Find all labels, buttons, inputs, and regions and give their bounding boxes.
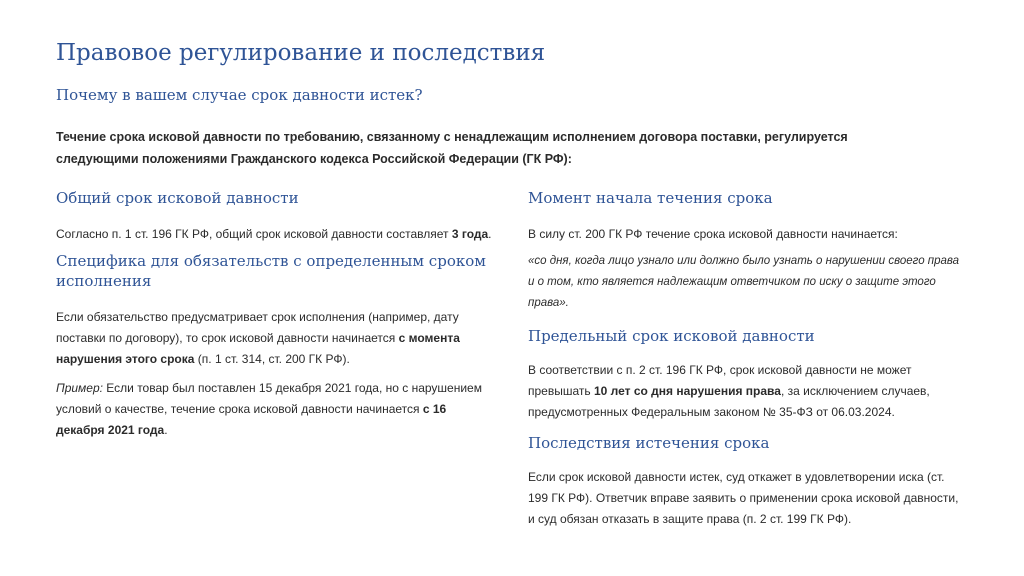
start-moment-text: В силу ст. 200 ГК РФ течение срока исковой давности начинается: <box>528 227 898 241</box>
intro-paragraph: Течение срока исковой давности по требованию, связанному с ненадлежащим исполнением договора поставки, регулируется следующими положениями Гражданского кодекса Российской Федерации (ГК РФ): <box>56 130 848 166</box>
example-date: с 16 декабря 2021 года <box>56 402 447 437</box>
max-term-text: В соответствии с п. 2 ст. 196 ГК РФ, срок исковой давности не может превышать 10 лет со дня нарушения права, за исключением случаев, предусмотренных Федеральным законом № 35-ФЗ от 06.03.2024. <box>528 363 930 419</box>
from-breach-moment: с момента нарушения этого срока <box>56 331 460 366</box>
right-column <box>528 188 964 530</box>
left-column <box>56 188 496 441</box>
section-heading-specific-obligations: Специфика для обязательств с определенным сроком исполнения <box>56 252 486 290</box>
start-moment-quote: «со дня, когда лицо узнало или должно было узнать о нарушении своего права и о том, кто является надлежащим ответчиком по иску о защите этого права». <box>528 255 960 309</box>
example-text: Пример: Если товар был поставлен 15 декабря 2021 года, но с нарушением условий о качестве, течение срока исковой давности начинается с 16 декабря 2021 года. <box>56 381 482 437</box>
specific-obligations-text: Если обязательство предусматривает срок исполнения (например, дату поставки по договору), то срок исковой давности начинается с момента нарушения этого срока (п. 1 ст. 314, ст. 200 ГК РФ). <box>56 310 460 366</box>
general-term-text: Согласно п. 1 ст. 196 ГК РФ, общий срок исковой давности составляет 3 года. <box>56 227 492 241</box>
section-heading-general-term: Общий срок исковой давности <box>56 189 299 207</box>
page-title: Правовое регулирование и последствия <box>56 40 546 66</box>
term-3-years: 3 года <box>451 227 489 241</box>
consequences-text: Если срок исковой давности истек, суд откажет в удовлетворении иска (ст. 199 ГК РФ). Ответчик вправе заявить о применении срока исковой давности, и суд обязан отказать в защите права (п. 2 ст. 199 ГК РФ). <box>528 470 959 526</box>
ten-years: 10 лет со дня нарушения права <box>593 384 781 398</box>
section-heading-max-term: Предельный срок исковой давности <box>528 327 815 345</box>
page-subtitle: Почему в вашем случае срок давности истек? <box>56 86 423 104</box>
section-heading-start-moment: Момент начала течения срока <box>528 189 773 207</box>
example-label: Пример: <box>56 381 103 395</box>
section-heading-consequences: Последствия истечения срока <box>528 434 770 452</box>
